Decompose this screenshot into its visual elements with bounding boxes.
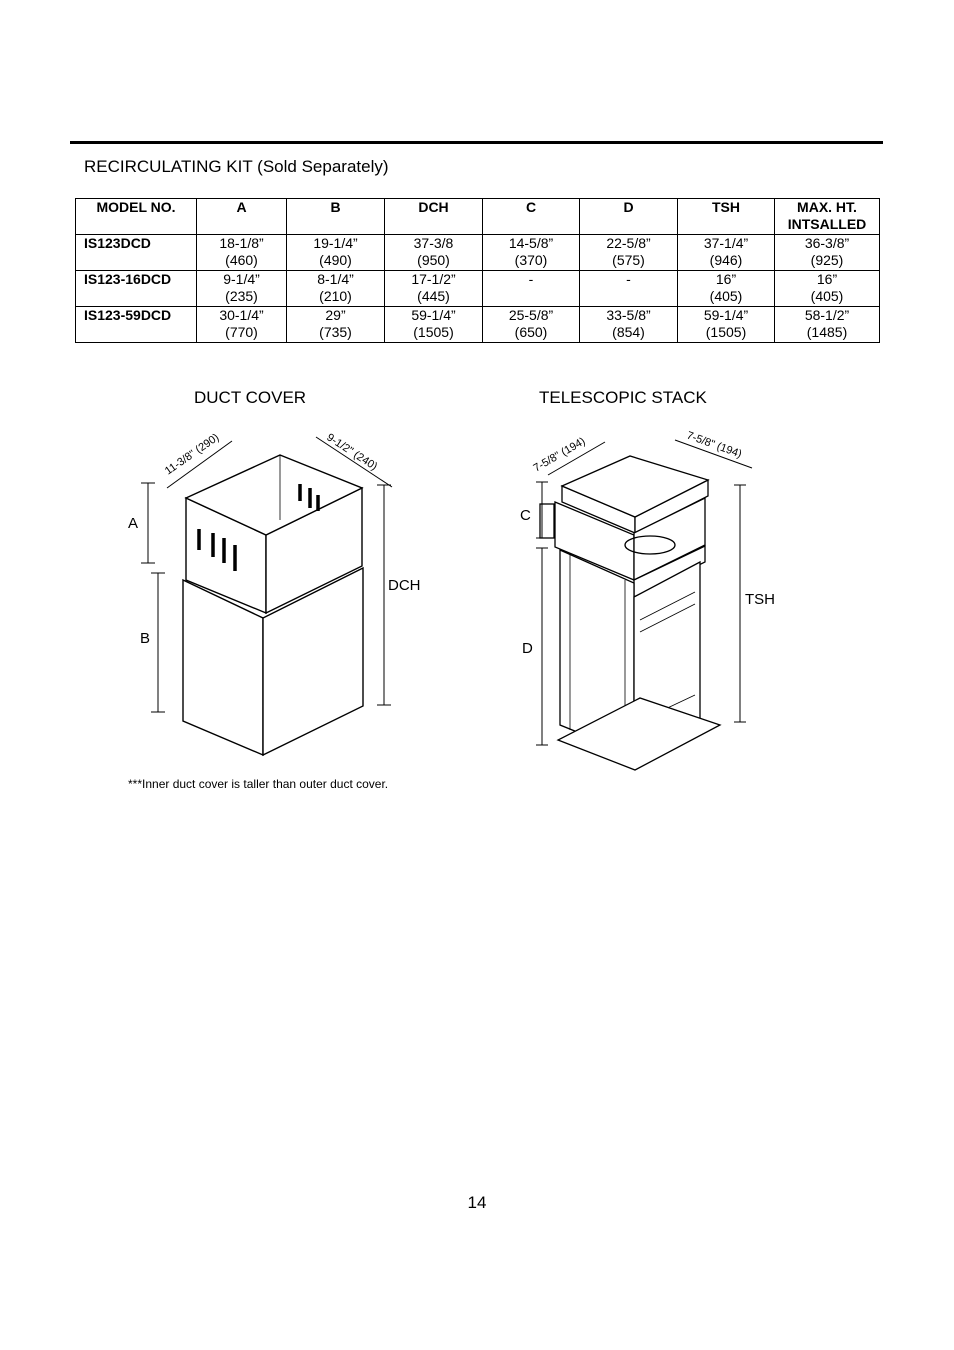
value-cell	[678, 271, 775, 307]
model-cell: IS123-59DCD	[76, 307, 197, 343]
value-mm: (405)	[810, 288, 844, 304]
value-inches: -	[528, 271, 534, 287]
value-inches: 33-5/8”	[606, 307, 651, 323]
value-cell	[775, 307, 880, 343]
value-mm: (370)	[514, 252, 548, 268]
spec-table-body	[76, 235, 880, 343]
value-mm: (445)	[417, 288, 450, 304]
value-inches: -	[626, 271, 631, 287]
value-inches: 37-3/8	[413, 235, 454, 251]
table-row	[76, 307, 880, 343]
page-number: 14	[467, 1193, 487, 1212]
value-cell	[678, 307, 775, 343]
telescopic-stack-title: TELESCOPIC STACK	[539, 388, 707, 407]
duct-cover-title: DUCT COVER	[194, 388, 307, 407]
value-mm: (650)	[514, 324, 548, 340]
value-inches: 16”	[715, 271, 737, 287]
value-cell	[483, 271, 580, 307]
table-row	[76, 235, 880, 271]
value-mm: (490)	[319, 252, 352, 268]
value-cell	[775, 271, 880, 307]
table-header-row	[76, 199, 880, 235]
value-inches: 9-1/4”	[223, 271, 260, 287]
value-cell	[580, 271, 678, 307]
value-inches: 58-1/2”	[804, 307, 850, 323]
stack-label-d: D	[522, 640, 533, 657]
telescopic-stack-diagram	[510, 420, 790, 780]
stack-dim-depth: 7-5/8" (194)	[684, 429, 744, 461]
value-inches: 14-5/8”	[508, 235, 554, 251]
value-inches: 19-1/4”	[313, 235, 358, 251]
value-mm: (235)	[225, 288, 258, 304]
value-cell	[197, 271, 287, 307]
model-cell: IS123-16DCD	[76, 271, 197, 307]
value-cell	[580, 235, 678, 271]
value-inches: 59-1/4”	[411, 307, 456, 323]
value-mm: (925)	[810, 252, 844, 268]
value-mm: (946)	[709, 252, 743, 268]
value-mm: (1505)	[413, 324, 454, 340]
value-cell	[197, 307, 287, 343]
value-cell	[483, 307, 580, 343]
value-inches: 29”	[325, 307, 346, 323]
col-header-tsh: TSH	[678, 199, 775, 235]
value-mm: (950)	[417, 252, 450, 268]
value-inches: 17-1/2”	[411, 271, 456, 287]
col-header-d: D	[580, 199, 678, 235]
col-header-b: B	[287, 199, 385, 235]
stack-label-c: C	[520, 507, 531, 524]
page-heading: RECIRCULATING KIT (Sold Separately)	[84, 157, 389, 176]
col-header-dch: DCH	[385, 199, 483, 235]
value-mm: (460)	[225, 252, 258, 268]
value-cell	[287, 271, 385, 307]
value-cell	[197, 235, 287, 271]
duct-dim-width: 11-3/8" (290)	[162, 431, 222, 478]
value-mm: (1485)	[806, 324, 848, 340]
top-rule	[70, 141, 883, 144]
value-cell	[385, 271, 483, 307]
value-cell	[775, 235, 880, 271]
stack-label-tsh: TSH	[745, 591, 775, 608]
col-header-max-ht	[775, 199, 880, 235]
value-inches: 18-1/8”	[219, 235, 264, 251]
max-ht-line1: MAX. HT.	[797, 199, 857, 215]
value-mm: (575)	[612, 252, 645, 268]
value-cell	[483, 235, 580, 271]
col-header-c: C	[483, 199, 580, 235]
table-row	[76, 271, 880, 307]
value-inches: 16”	[816, 271, 838, 287]
duct-label-a: A	[128, 515, 139, 532]
value-inches: 22-5/8”	[606, 235, 651, 251]
value-mm: (770)	[225, 324, 258, 340]
value-inches: 30-1/4”	[219, 307, 264, 323]
spec-table	[75, 198, 880, 343]
duct-cover-diagram	[120, 425, 420, 765]
stack-dim-width: 7-5/8" (194)	[531, 435, 588, 475]
value-cell	[580, 307, 678, 343]
duct-cover-note: ***Inner duct cover is taller than outer duct cover.	[128, 777, 389, 791]
value-cell	[287, 235, 385, 271]
value-cell	[287, 307, 385, 343]
col-header-a: A	[197, 199, 287, 235]
value-mm: (210)	[319, 288, 352, 304]
value-mm: (1505)	[705, 324, 747, 340]
value-cell	[385, 307, 483, 343]
duct-label-b: B	[140, 630, 151, 647]
max-ht-line2: INTSALLED	[787, 216, 867, 232]
value-inches: 8-1/4”	[317, 271, 354, 287]
value-inches: 36-3/8”	[804, 235, 850, 251]
value-mm: (405)	[709, 288, 743, 304]
duct-label-dch: DCH	[388, 577, 420, 594]
value-cell	[678, 235, 775, 271]
value-mm: (735)	[319, 324, 352, 340]
model-cell: IS123DCD	[76, 235, 197, 271]
value-inches: 25-5/8”	[508, 307, 554, 323]
value-inches: 37-1/4”	[703, 235, 749, 251]
value-cell	[385, 235, 483, 271]
value-inches: 59-1/4”	[703, 307, 749, 323]
col-header-model: MODEL NO.	[76, 199, 197, 235]
duct-dim-depth: 9-1/2" (240)	[324, 431, 380, 473]
value-mm: (854)	[612, 324, 645, 340]
